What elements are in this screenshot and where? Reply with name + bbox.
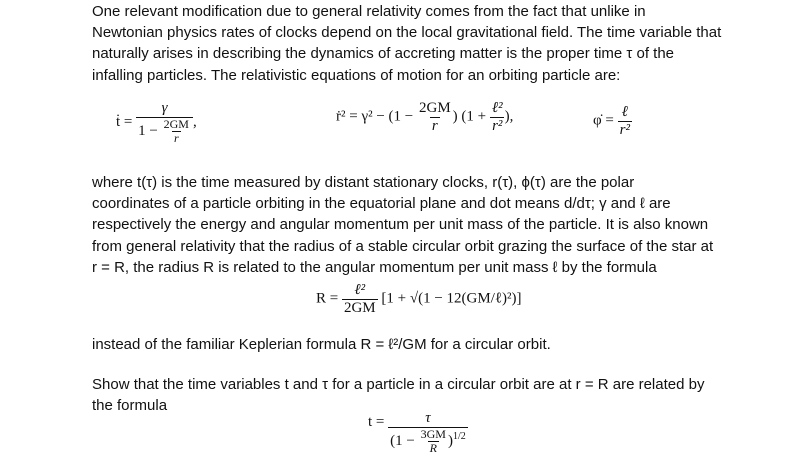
phidot-lhs: φ̇ = xyxy=(593,112,614,129)
where-line: from general relativity that the radius of a stable circular orbit grazing the surface of the star at xyxy=(92,237,714,255)
inner-num: 2GM xyxy=(163,116,189,131)
radius-fraction xyxy=(342,282,378,316)
intro-line: infalling particles. The relativistic equations of motion for an orbiting particle are: xyxy=(92,66,621,84)
kepler-line: instead of the familiar Keplerian formula R = ℓ²/GM for a circular orbit. xyxy=(92,336,551,353)
final-fraction xyxy=(388,410,468,455)
rdot-frac2 xyxy=(490,100,505,134)
where-line: coordinates of a particle orbiting in the equatorial plane and dot means d/dτ; γ and ℓ are xyxy=(92,195,671,213)
comma: , xyxy=(192,113,197,130)
final-inner-num: 3GM xyxy=(420,426,446,441)
rdot-frac1 xyxy=(417,100,453,134)
intro-line: Newtonian physics rates of clocks depend on the local gravitational field. The time variable that xyxy=(92,24,722,42)
tdot-numerator: γ xyxy=(161,100,168,116)
inner-den: r xyxy=(173,130,179,145)
rdot-frac2-num: ℓ² xyxy=(491,100,503,116)
rdot-frac2-den: r² xyxy=(492,117,503,134)
phidot-den: r² xyxy=(619,121,630,138)
where-line: where t(τ) is the time measured by distant stationary clocks, r(τ), ϕ(τ) are the polar xyxy=(92,174,635,191)
radius-bracket: [1 + √(1 − 12(GM/ℓ)²)] xyxy=(381,290,522,307)
final-exponent: 1/2 xyxy=(452,430,466,442)
phidot-fraction xyxy=(618,104,632,138)
equation-rdot xyxy=(336,100,513,134)
rdot-close1: ) xyxy=(452,108,458,125)
rdot-eq: ṙ² = γ² − (1 − xyxy=(336,108,414,125)
phidot-num: ℓ xyxy=(621,104,628,120)
rdot-frac1-den: r xyxy=(431,117,438,134)
comma: , xyxy=(509,108,514,125)
kepler-paragraph xyxy=(92,334,732,355)
final-formula xyxy=(368,410,468,455)
inner-fraction xyxy=(162,118,191,145)
tdot-denominator xyxy=(136,117,193,145)
final-num: τ xyxy=(425,410,431,426)
final-den xyxy=(388,427,468,455)
radius-lhs: R = xyxy=(316,290,339,307)
tdot-lhs: ṫ = xyxy=(116,113,133,130)
one-minus: 1 − xyxy=(138,122,158,139)
radius-den: 2GM xyxy=(343,299,376,316)
radius-num: ℓ² xyxy=(354,282,366,298)
intro-line: naturally arises in describing the dynamics of accreting matter is the proper time τ of the xyxy=(92,45,675,63)
where-line: respectively the energy and angular momentum per unit mass of the particle. It is also known xyxy=(92,216,709,234)
intro-paragraph xyxy=(92,1,732,86)
rdot-frac1-num: 2GM xyxy=(419,100,451,116)
final-inner-den: R xyxy=(429,440,437,455)
rdot-one-plus: (1 + xyxy=(461,108,487,125)
final-inner-fraction xyxy=(419,428,448,455)
show-line: the formula xyxy=(92,397,168,415)
tdot-fraction xyxy=(136,100,193,145)
show-line: Show that the time variables t and τ for a particle in a circular orbit are at r = R are related by xyxy=(92,376,705,393)
intro-line: One relevant modification due to general relativity comes from the fact that unlike in xyxy=(92,3,646,20)
equation-phidot xyxy=(593,104,632,138)
where-paragraph xyxy=(92,172,732,278)
radius-formula xyxy=(316,282,522,316)
final-lhs: t = xyxy=(368,414,385,430)
final-den-close: ) xyxy=(447,432,453,449)
final-den-open: (1 − xyxy=(390,432,415,449)
rdot-close2: ) xyxy=(504,108,510,125)
equation-tdot xyxy=(116,100,197,145)
where-line: r = R, the radius R is related to the angular momentum per unit mass ℓ by the formula xyxy=(92,258,657,276)
